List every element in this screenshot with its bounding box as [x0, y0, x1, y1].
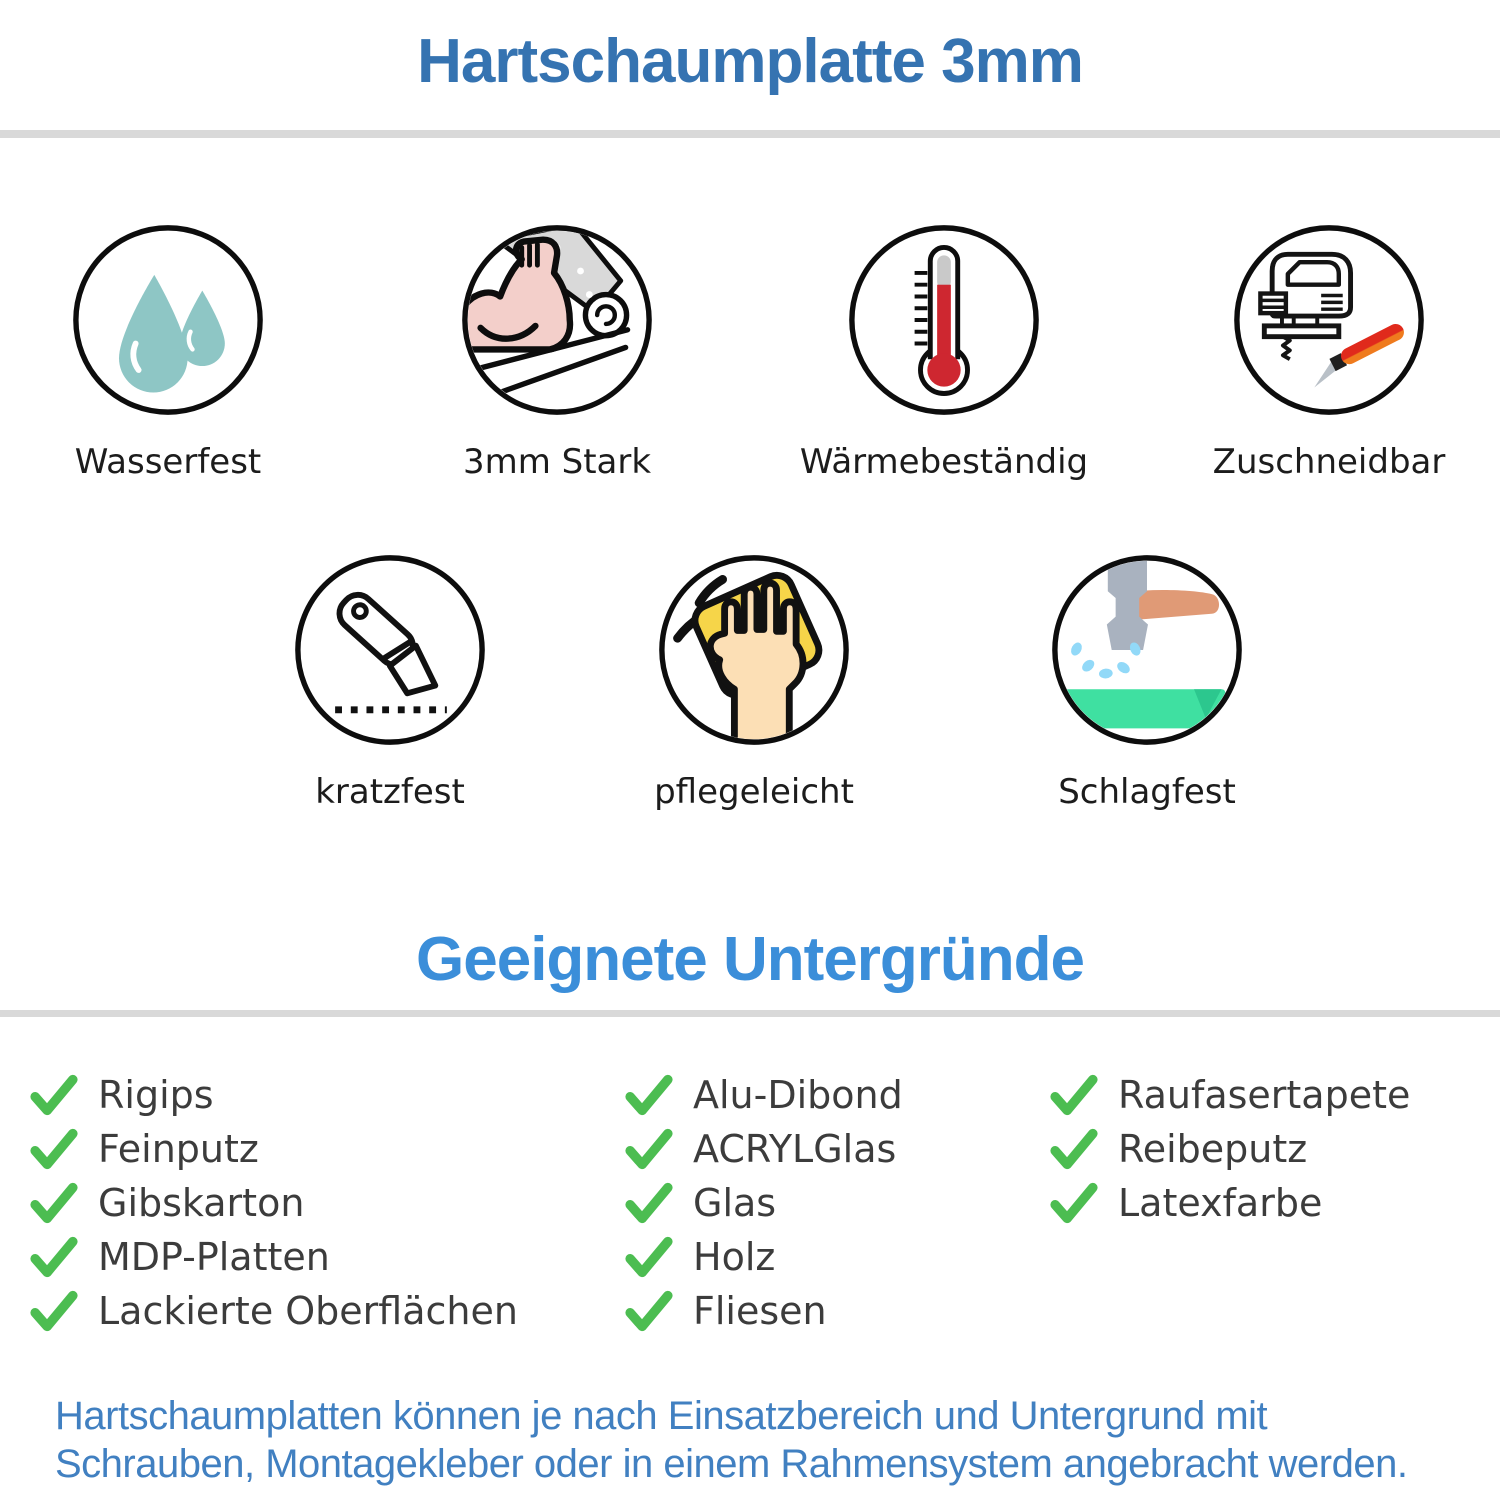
check-icon [1050, 1074, 1098, 1116]
substrate-list-item: Lackierte Oberflächen [30, 1284, 518, 1338]
feature-waermebestaendig [754, 222, 1134, 482]
substrate-list-item: MDP-Platten [30, 1230, 518, 1284]
thermometer-icon [846, 222, 1042, 418]
footer-note [55, 1392, 1407, 1488]
feature-label: Wasserfest [74, 442, 262, 482]
check-icon [1050, 1128, 1098, 1170]
feature-label: Schlagfest [1058, 772, 1236, 812]
check-icon [30, 1128, 78, 1170]
check-icon [30, 1236, 78, 1278]
footer-line-1: Hartschaumplatten können je nach Einsatzbereich und Untergrund mit [55, 1394, 1268, 1438]
feature-wasserfest [0, 222, 358, 482]
substrate-list-item: Holz [625, 1230, 903, 1284]
feature-schlagfest [957, 552, 1337, 812]
jigsaw-cutter-icon [1231, 222, 1427, 418]
substrate-list-item: Fliesen [625, 1284, 903, 1338]
feature-kratzfest [200, 552, 580, 812]
substrate-list-item: Reibeputz [1050, 1122, 1410, 1176]
feature-label: 3mm Stark [462, 442, 652, 482]
muscle-arm-icon [459, 222, 655, 418]
check-icon [625, 1236, 673, 1278]
feature-label: kratzfest [315, 772, 465, 812]
substrate-list-item: Gibskarton [30, 1176, 518, 1230]
footer-line-2: Schrauben, Montagekleber oder in einem Rahmensystem angebracht werden. [55, 1442, 1408, 1486]
substrate-column-3 [1050, 1068, 1410, 1230]
substrate-list-item: Rigips [30, 1068, 518, 1122]
feature-label: Zuschneidbar [1212, 442, 1446, 482]
substrate-list-item: Latexfarbe [1050, 1176, 1410, 1230]
check-icon [625, 1128, 673, 1170]
substrate-list-item: Alu-Dibond [625, 1068, 903, 1122]
divider [0, 1010, 1500, 1017]
cleaning-hand-icon [656, 552, 852, 748]
check-icon [30, 1182, 78, 1224]
check-icon [625, 1182, 673, 1224]
check-icon [30, 1290, 78, 1332]
feature-pflegeleicht [564, 552, 944, 812]
substrate-list-item: Raufasertapete [1050, 1068, 1410, 1122]
water-drops-icon [70, 222, 266, 418]
page-title: Hartschaumplatte 3mm [417, 27, 1083, 96]
feature-label: Wärmebeständig [799, 442, 1089, 482]
check-icon [625, 1290, 673, 1332]
feature-3mm-stark [367, 222, 747, 482]
divider [0, 130, 1500, 138]
utility-knife-icon [292, 552, 488, 748]
substrate-column-1 [30, 1068, 518, 1338]
substrate-list-item: Glas [625, 1176, 903, 1230]
feature-zuschneidbar [1139, 222, 1500, 482]
check-icon [625, 1074, 673, 1116]
check-icon [30, 1074, 78, 1116]
substrate-column-2 [625, 1068, 903, 1338]
hammer-icon [1049, 552, 1245, 748]
check-icon [1050, 1182, 1098, 1224]
substrate-list-item: Feinputz [30, 1122, 518, 1176]
feature-label: pflegeleicht [654, 772, 854, 812]
section-title: Geeignete Untergründe [416, 925, 1084, 994]
substrate-list-item: ACRYLGlas [625, 1122, 903, 1176]
